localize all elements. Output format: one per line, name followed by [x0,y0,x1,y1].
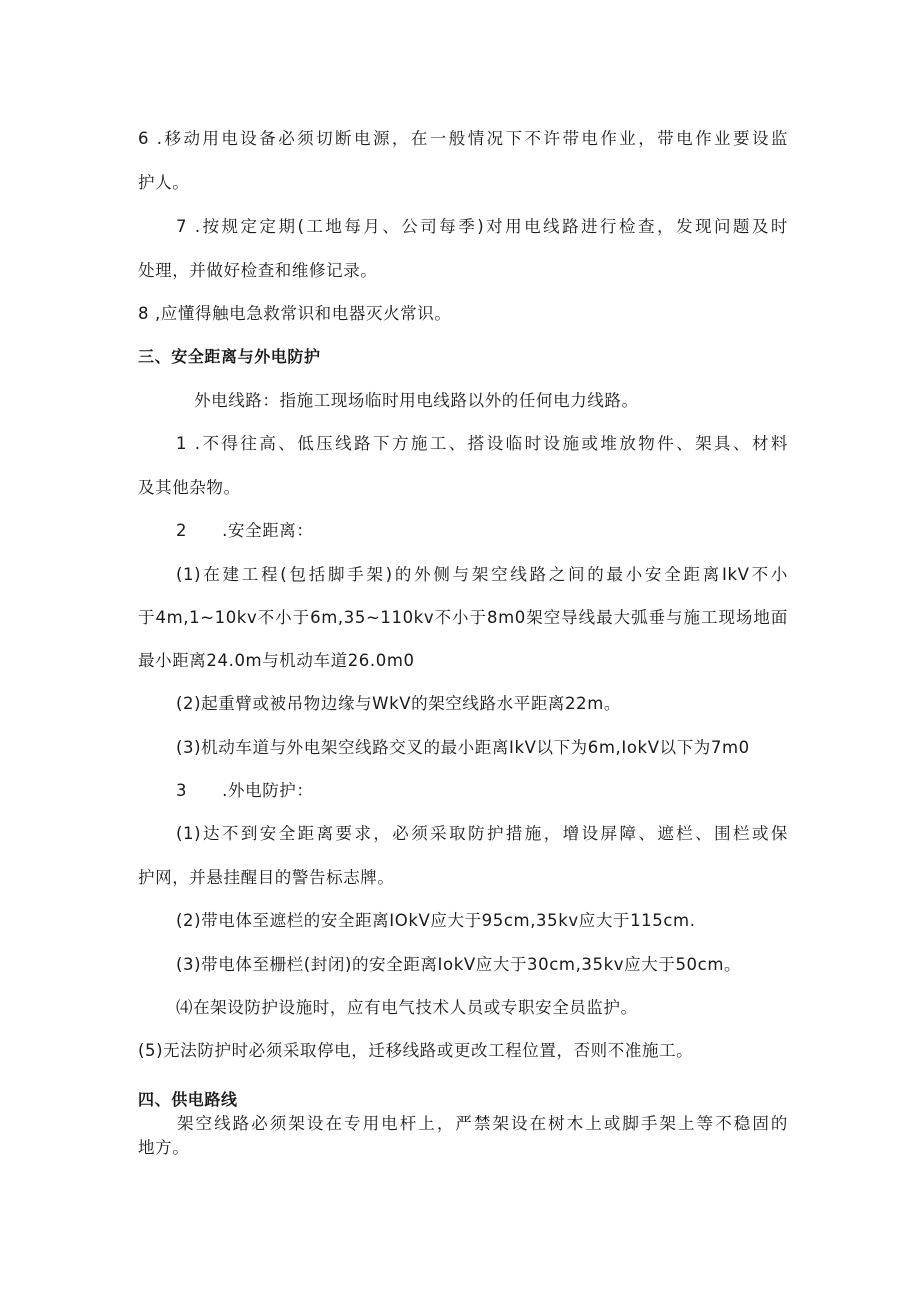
protection-clause-4: ⑷在架设防护设施时，应有电气技术人员或专职安全员监护。 [176,998,638,1017]
definition-paragraph: 外电线路：指施工现场临时用电线路以外的任何电力线路。 [194,391,639,410]
paragraph-item-6-line-1: 6 .移动用电设备必须切断电源，在一般情况下不许带电作业，带电作业要设监 [138,129,788,148]
clause-1-line-2: 于4m,1~10kv不小于6m,35~110kv不小于8m0架空导线最大弧垂与施工现场地面 [138,608,788,627]
protection-clause-1-line-1: (1)达不到安全距离要求，必须采取防护措施，增设屏障、遮栏、围栏或保 [176,824,788,843]
paragraph-item-1-line-2: 及其他杂物。 [138,478,241,497]
paragraph-item-6-line-2: 护人。 [138,173,190,192]
clause-1-line-1: (1)在建工程(包括脚手架)的外侧与架空线路之间的最小安全距离IkV不小 [176,565,788,584]
section-heading-4: 四、供电路线 [138,1090,238,1109]
supply-paragraph-line-1: 架空线路必须架设在专用电杆上，严禁架设在树木上或脚手架上等不稳固的 [177,1114,788,1133]
clause-2: (2)起重臂或被吊物边缘与WkV的架空线路水平距离22m。 [176,694,621,713]
paragraph-item-8: 8 ,应懂得触电急救常识和电器灭火常识。 [138,304,452,323]
paragraph-item-7-line-2: 处理，并做好检查和维修记录。 [138,261,378,280]
protection-clause-2: (2)带电体至遮栏的安全距离IOkV应大于95cm,35kv应大于115cm. [176,911,696,930]
subheading-item-3: 3 .外电防护： [176,781,314,800]
supply-paragraph-line-2: 地方。 [138,1138,190,1157]
protection-clause-5: (5)无法防护时必须采取停电，迁移线路或更改工程位置，否则不准施工。 [138,1041,694,1060]
subheading-item-2: 2 .安全距离： [176,521,314,540]
clause-1-line-3: 最小距离24.0m与机动车道26.0m0 [138,651,415,670]
protection-clause-3: (3)带电体至栅栏(封闭)的安全距离IokV应大于30cm,35kv应大于50cm。 [176,955,742,974]
paragraph-item-7-line-1: 7 .按规定定期(工地每月、公司每季)对用电线路进行检查，发现问题及时 [176,217,788,236]
section-heading-3: 三、安全距离与外电防护 [138,347,321,366]
paragraph-item-1-line-1: 1 .不得往高、低压线路下方施工、搭设临时设施或堆放物件、架具、材料 [176,434,788,453]
clause-3: (3)机动车道与外电架空线路交叉的最小距离IkV以下为6m,IokV以下为7m0 [176,738,750,757]
protection-clause-1-line-2: 护网，并悬挂醒目的警告标志牌。 [138,868,395,887]
